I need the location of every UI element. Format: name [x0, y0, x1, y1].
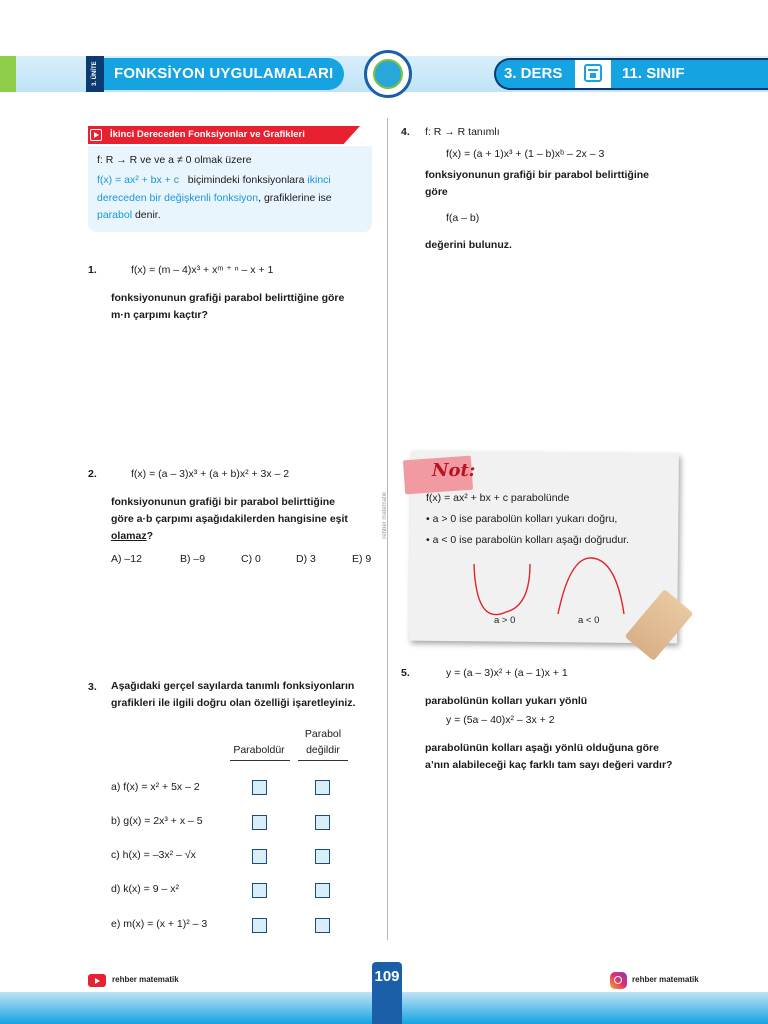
footer-instagram-text[interactable]: rehber matematik	[632, 975, 699, 984]
question-text	[111, 528, 153, 545]
checkbox-not-parabola-a[interactable]	[315, 780, 330, 795]
question-text: parabolünün kolları aşağı yönlü olduğuna göre	[425, 742, 659, 754]
info-highlight: dereceden bir değişkenli fonksiyon	[97, 192, 259, 204]
info-text: denir.	[132, 209, 161, 221]
column-header-underline	[298, 760, 348, 761]
checkbox-parabola-c[interactable]	[252, 849, 267, 864]
question-text: parabolünün kolları yukarı yönlü	[425, 695, 588, 707]
column-header-parabola: Paraboldür	[233, 744, 285, 756]
footer-youtube-text[interactable]: rehber matematik	[112, 975, 179, 984]
column-header-underline	[230, 760, 290, 761]
function-row-label: e) m(x) = (x + 1)² – 3	[111, 918, 208, 930]
question-text: fonksiyonunun grafiği bir parabol belirttiğine	[111, 496, 336, 508]
grade-label: 11. SINIF	[622, 65, 685, 82]
question-formula: f(x) = (a – 3)x³ + (a + b)x² + 3x – 2	[131, 468, 290, 480]
question-number: 3.	[88, 681, 97, 693]
question-number: 5.	[401, 667, 410, 679]
answer-option-b[interactable]: B) –9	[180, 553, 206, 565]
graph-label-down: a < 0	[578, 615, 600, 626]
question-text: Aşağıdaki gerçel sayılarda tanımlı fonksiyonların	[111, 680, 355, 692]
question-text: m·n çarpımı kaçtır?	[111, 309, 208, 321]
info-highlight: parabol	[97, 209, 133, 221]
answer-option-d[interactable]: D) 3	[296, 553, 316, 565]
info-text: biçimindeki fonksiyonlara	[187, 174, 305, 186]
section-title: İkinci Dereceden Fonksiyonlar ve Grafikleri	[110, 129, 305, 140]
question-mark: ?	[146, 530, 154, 542]
upward-parabola	[474, 564, 530, 615]
note-text: f(x) = ax² + bx + c parabolünde	[426, 492, 570, 504]
question-text: f: R → R tanımlı	[425, 126, 500, 138]
checkbox-parabola-e[interactable]	[252, 918, 267, 933]
info-line	[97, 192, 332, 204]
header-green-tab	[0, 56, 16, 92]
checkbox-not-parabola-c[interactable]	[315, 849, 330, 864]
note-text: • a > 0 ise parabolün kolları yukarı doğru,	[426, 513, 618, 525]
underlined-word: olamaz	[111, 530, 147, 542]
answer-option-e[interactable]: E) 9	[352, 553, 372, 565]
lesson-label: 3. DERS	[504, 65, 563, 82]
instagram-icon[interactable]	[610, 972, 627, 989]
function-row-label: c) h(x) = –3x² – √x	[111, 849, 196, 861]
question-formula: y = (5a – 40)x² – 3x + 2	[446, 714, 555, 726]
info-highlight: ikinci	[307, 174, 331, 186]
question-formula: f(x) = (m – 4)x³ + xᵐ ⁺ ⁿ – x + 1	[131, 264, 274, 276]
function-row-label: b) g(x) = 2x³ + x – 5	[111, 815, 203, 827]
answer-option-c[interactable]: C) 0	[241, 553, 261, 565]
checkbox-not-parabola-d[interactable]	[315, 883, 330, 898]
column-header-not-parabola: Parabol	[304, 728, 342, 740]
question-text: grafikleri ile ilgili doğru olan özelliği işaretleyiniz.	[111, 697, 356, 709]
parabola-graphs	[460, 556, 650, 620]
question-formula: y = (a – 3)x² + (a – 1)x + 1	[446, 667, 568, 679]
question-number: 1.	[88, 264, 97, 276]
info-line	[97, 209, 161, 221]
checkbox-parabola-b[interactable]	[252, 815, 267, 830]
answer-option-a[interactable]: A) –12	[111, 553, 142, 565]
checkbox-not-parabola-b[interactable]	[315, 815, 330, 830]
question-number: 4.	[401, 126, 410, 138]
function-row-label: d) k(x) = 9 – x²	[111, 883, 179, 895]
page-title: FONKSİYON UYGULAMALARI	[104, 58, 344, 90]
question-text: fonksiyonunun grafiği bir parabol belirttiğine	[425, 169, 650, 181]
note-label: Not:	[432, 460, 476, 481]
question-expression: f(a – b)	[446, 212, 480, 224]
calendar-play-icon	[584, 64, 602, 82]
info-formula: f(x) = ax² + bx + c	[97, 174, 179, 186]
info-line: f: R → R ve ve a ≠ 0 olmak üzere	[97, 154, 252, 166]
unit-tag: 3. ÜNİTE	[86, 56, 104, 92]
downward-parabola	[558, 558, 624, 614]
question-text: a’nın alabileceği kaç farklı tam sayı değeri vardır?	[425, 759, 673, 771]
brain-logo-icon	[364, 50, 412, 98]
question-text: değerini bulunuz.	[425, 239, 512, 251]
question-formula: f(x) = (a + 1)x³ + (1 – b)xᵇ – 2x – 3	[446, 148, 605, 160]
side-watermark: rehber matematik	[382, 492, 388, 539]
question-number: 2.	[88, 468, 97, 480]
column-header-not-parabola: değildir	[306, 744, 340, 756]
graph-label-up: a > 0	[494, 615, 516, 626]
checkbox-parabola-d[interactable]	[252, 883, 267, 898]
question-text: göre	[425, 186, 448, 198]
question-text: fonksiyonunun grafiği parabol belirttiğine göre	[111, 292, 345, 304]
checkbox-not-parabola-e[interactable]	[315, 918, 330, 933]
function-row-label: a) f(x) = x² + 5x – 2	[111, 781, 200, 793]
info-text: , grafiklerine ise	[258, 192, 332, 204]
info-line	[97, 174, 331, 186]
checkbox-parabola-a[interactable]	[252, 780, 267, 795]
note-text: • a < 0 ise parabolün kolları aşağı doğrudur.	[426, 534, 630, 546]
page-number: 109	[374, 968, 400, 985]
play-icon	[90, 129, 102, 141]
youtube-icon[interactable]	[88, 974, 106, 987]
question-text: göre a·b çarpımı aşağıdakilerden hangisine eşit	[111, 513, 348, 525]
